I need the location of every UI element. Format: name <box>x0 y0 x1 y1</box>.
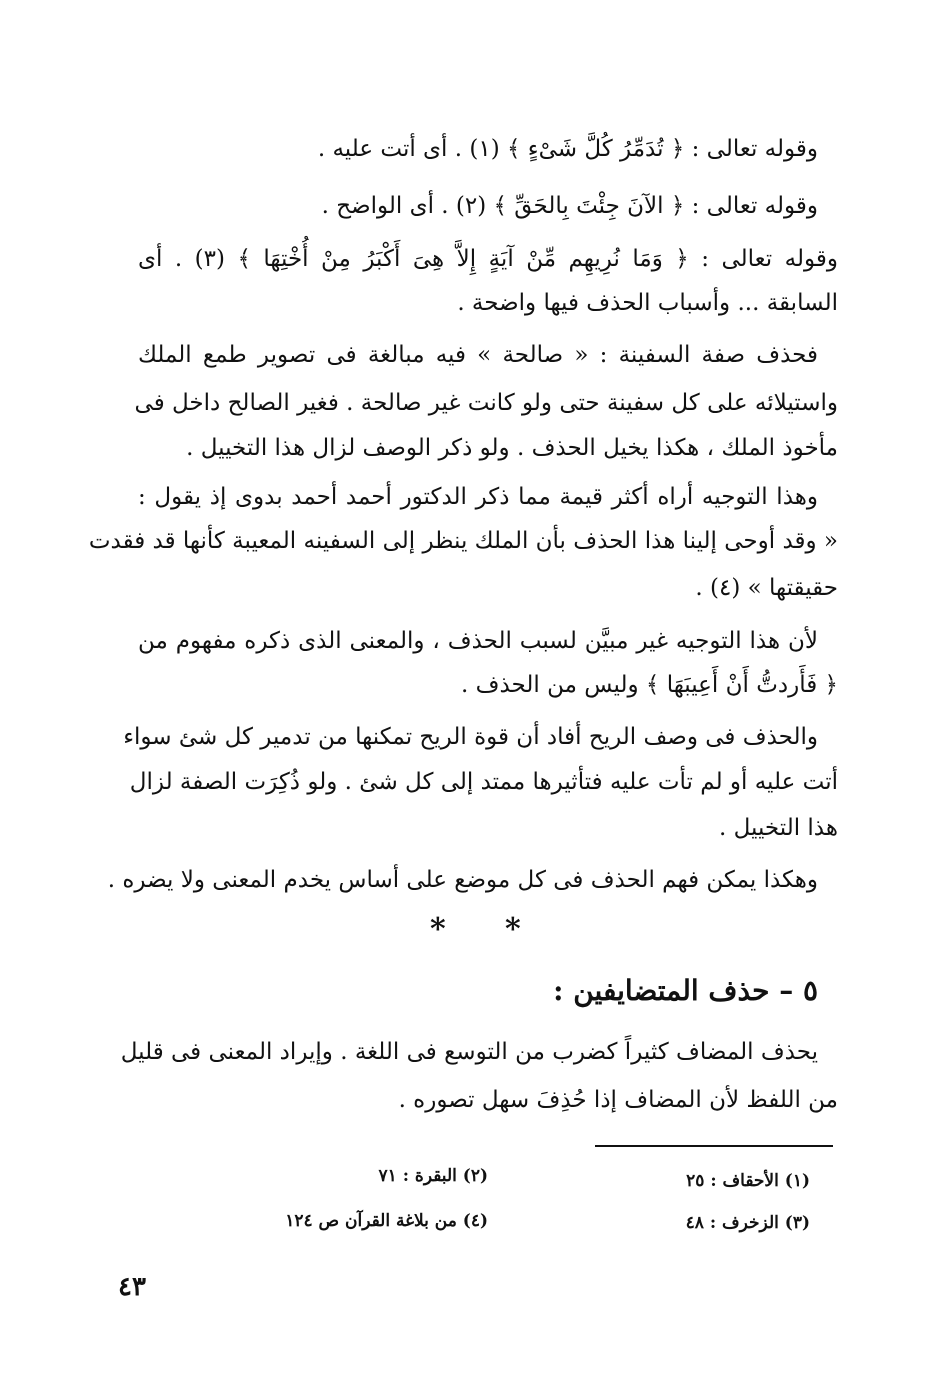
text-line: يحذف المضاف كثيراً كضرب من التوسع فى اللغة . وإيراد المعنى فى قليل <box>120 1039 818 1065</box>
footnote: (٤) من بلاغة القرآن ص ١٢٤ <box>285 1211 488 1231</box>
footnote-divider <box>595 1145 833 1147</box>
section-separator-star: * <box>430 912 446 947</box>
footnote: (٣) الزخرف : ٤٨ <box>685 1213 810 1233</box>
text-line: والحذف فى وصف الريح أفاد أن قوة الريح تمكنها من تدمير كل شئ سواء <box>123 724 818 750</box>
section-separator-star: * <box>505 912 521 947</box>
text-line: من اللفظ لأن المضاف إذا حُذِفَ سهل تصوره . <box>398 1087 838 1113</box>
section-heading: ٥ – حذف المتضايفين : <box>553 974 818 1007</box>
text-line: لأن هذا التوجيه غير مبيَّن لسبب الحذف ، والمعنى الذى ذكره مفهوم من <box>138 628 818 654</box>
text-line: ﴿ فَأَردتُّ أَنْ أَعِيبَهَا ﴾ وليس من الحذف . <box>460 672 838 698</box>
text-line: هذا التخييل . <box>718 815 838 841</box>
text-line: واستيلائه على كل سفينة حتى ولو كانت غير صالحة . فغير الصالح داخل فى <box>134 390 838 416</box>
text-line: وقوله تعالى : ﴿ وَمَا نُرِيهِم مِّنْ آيَةٍ إِلاَّ هِىَ أَكْبَرُ مِنْ أُخْتِهَا ﴾ (٣) . أى <box>138 246 838 272</box>
page-number: ٤٣ <box>118 1272 146 1302</box>
text-line: « وقد أوحى إلينا هذا الحذف بأن الملك ينظر إلى السفينه المعيبة كأنها قد فقدت <box>88 528 838 554</box>
text-line: مأخوذ الملك ، هكذا يخيل الحذف . ولو ذكر الوصف لزال هذا التخييل . <box>186 435 838 461</box>
text-line: فحذف صفة السفينة : « صالحة » فيه مبالغة فى تصوير طمع الملك <box>138 342 818 368</box>
text-line: وقوله تعالى : ﴿ تُدَمِّرُ كُلَّ شَىْءٍ ﴾ (١) . أى أتت عليه . <box>317 136 818 162</box>
footnote: (١) الأحقاف : ٢٥ <box>686 1171 810 1191</box>
text-line: وهكذا يمكن فهم الحذف فى كل موضع على أساس يخدم المعنى ولا يضره . <box>107 867 818 893</box>
text-line: أتت عليه أو لم تأت عليه فتأثيرها ممتد إلى كل شئ . ولو ذُكِرَت الصفة لزال <box>129 769 838 795</box>
text-line: حقيقتها » (٤) . <box>695 575 838 601</box>
text-line: وقوله تعالى : ﴿ الآنَ جِئْتَ بِالحَقِّ ﴾ (٢) . أى الواضح . <box>321 193 818 219</box>
text-line: السابقة ... وأسباب الحذف فيها واضحة . <box>457 290 838 316</box>
footnote: (٢) البقرة : ٧١ <box>378 1166 488 1186</box>
text-line: وهذا التوجيه أراه أكثر قيمة مما ذكر الدكتور أحمد أحمد بدوى إذ يقول : <box>138 484 818 510</box>
